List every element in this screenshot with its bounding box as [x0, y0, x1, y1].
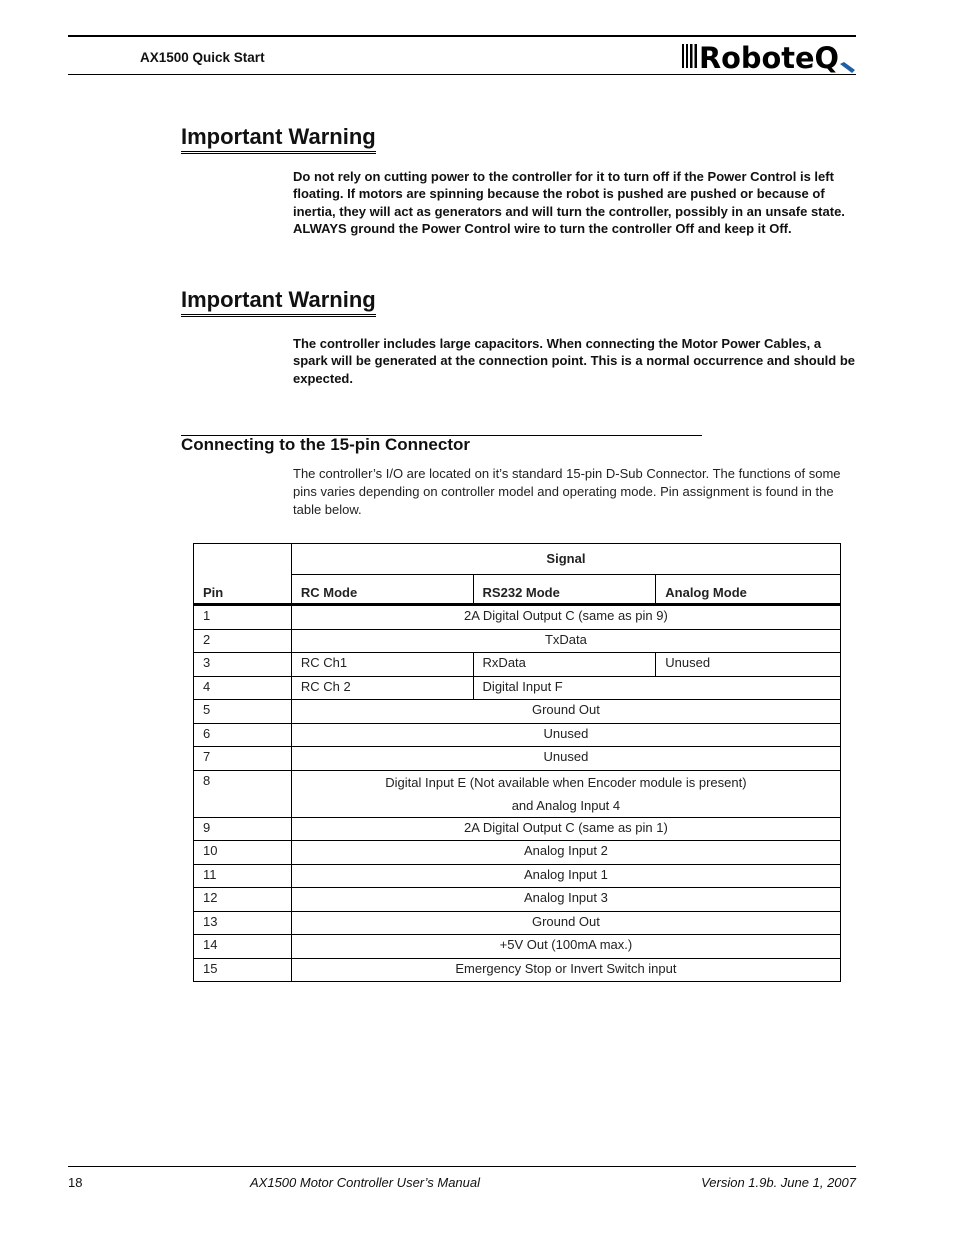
- signal-cell: [291, 770, 840, 817]
- table-row: [194, 841, 841, 865]
- table-row: [194, 747, 841, 771]
- pin-cell: 3: [194, 653, 292, 677]
- table-row: [194, 700, 841, 724]
- signal-cell: Emergency Stop or Invert Switch input: [291, 958, 840, 982]
- table-row: [194, 676, 841, 700]
- table-row: [194, 770, 841, 817]
- signal-cell: Analog Input 2: [291, 841, 840, 865]
- warning-heading-1: Important Warning: [181, 125, 376, 154]
- footer-manual-title: [250, 1175, 480, 1190]
- signal-cell: Unused: [291, 747, 840, 771]
- signal-cell: TxData: [291, 629, 840, 653]
- table-row: [194, 723, 841, 747]
- signal-cell: Ground Out: [291, 700, 840, 724]
- table-row: [194, 817, 841, 841]
- table-row: [194, 653, 841, 677]
- pin-cell: 2: [194, 629, 292, 653]
- footer-version: [701, 1175, 856, 1190]
- pin-cell: 1: [194, 605, 292, 630]
- pin-cell: 9: [194, 817, 292, 841]
- version-text: Version 1.9b. June 1, 2007: [701, 1175, 856, 1190]
- pin-assignment-table: [193, 543, 841, 982]
- table-row: [194, 888, 841, 912]
- header-bottom-rule: [68, 74, 856, 75]
- signal-cell: 2A Digital Output C (same as pin 9): [291, 605, 840, 630]
- page-number: 18: [68, 1175, 83, 1190]
- pin-cell: 11: [194, 864, 292, 888]
- pin-cell: 15: [194, 958, 292, 982]
- pin-cell: 8: [194, 770, 292, 817]
- warning-text-2: The controller includes large capacitors. When connecting the Motor Power Cables, a spark will be generated at the connection point. This is a normal occurrence and should be expected.: [293, 336, 856, 386]
- rc-mode-cell: RC Ch 2: [291, 676, 473, 700]
- section-heading: Connecting to the 15-pin Connector: [181, 435, 470, 454]
- signal-cell: 2A Digital Output C (same as pin 1): [291, 817, 840, 841]
- header-top-rule: [68, 35, 856, 37]
- pin-cell: 7: [194, 747, 292, 771]
- pin-cell: 14: [194, 935, 292, 959]
- signal-cell: +5V Out (100mA max.): [291, 935, 840, 959]
- analog-mode-cell: Unused: [656, 653, 841, 677]
- header-analog-mode: Analog Mode: [656, 575, 841, 605]
- roboteq-logo: [682, 40, 857, 74]
- table-row: [194, 629, 841, 653]
- warning-heading-2: Important Warning: [181, 288, 376, 317]
- signal-cell: Unused: [291, 723, 840, 747]
- rs232-analog-cell: Digital Input F: [473, 676, 840, 700]
- manual-title-text: AX1500 Motor Controller User’s Manual: [250, 1175, 481, 1190]
- table-row: [194, 935, 841, 959]
- section-text: The controller’s I/O are located on it’s standard 15-pin D-Sub Connector. The functions of some pins varies depending on controller model and operating mode. Pin assignment is found in the table below.: [293, 466, 841, 517]
- table-row: [194, 911, 841, 935]
- pin-cell: 6: [194, 723, 292, 747]
- signal-cell: Ground Out: [291, 911, 840, 935]
- rs232-mode-cell: RxData: [473, 653, 656, 677]
- table-row: [194, 605, 841, 630]
- pin-cell: 12: [194, 888, 292, 912]
- header-title: AX1500 Quick Start: [140, 50, 265, 65]
- signal-cell: Analog Input 1: [291, 864, 840, 888]
- table-row: [194, 958, 841, 982]
- warning-text-1: Do not rely on cutting power to the controller for it to turn off if the Power Control is left floating. If motors are spinning because the robot is pushed are pushed or because of inertia, they will act as generators and will turn the controller, possibly in an unsafe state. ALWAYS ground the Power Control wire to turn the controller Off and keep it Off.: [293, 169, 845, 237]
- pin-cell: 13: [194, 911, 292, 935]
- table-row: [194, 864, 841, 888]
- pin-cell: 5: [194, 700, 292, 724]
- signal-line-1: Digital Input E (Not available when Encoder module is present): [385, 774, 747, 790]
- header-rc-mode: RC Mode: [291, 575, 473, 605]
- header-pin: Pin: [194, 544, 292, 605]
- pin-cell: 10: [194, 841, 292, 865]
- svg-text:RoboteQ: RoboteQ: [699, 41, 839, 74]
- header-rs232-mode: RS232 Mode: [473, 575, 656, 605]
- rc-mode-cell: RC Ch1: [291, 653, 473, 677]
- header-signal: Signal: [291, 544, 840, 575]
- footer-rule: [68, 1166, 856, 1167]
- signal-line-2: and Analog Input 4: [511, 797, 621, 813]
- pin-cell: 4: [194, 676, 292, 700]
- signal-cell: Analog Input 3: [291, 888, 840, 912]
